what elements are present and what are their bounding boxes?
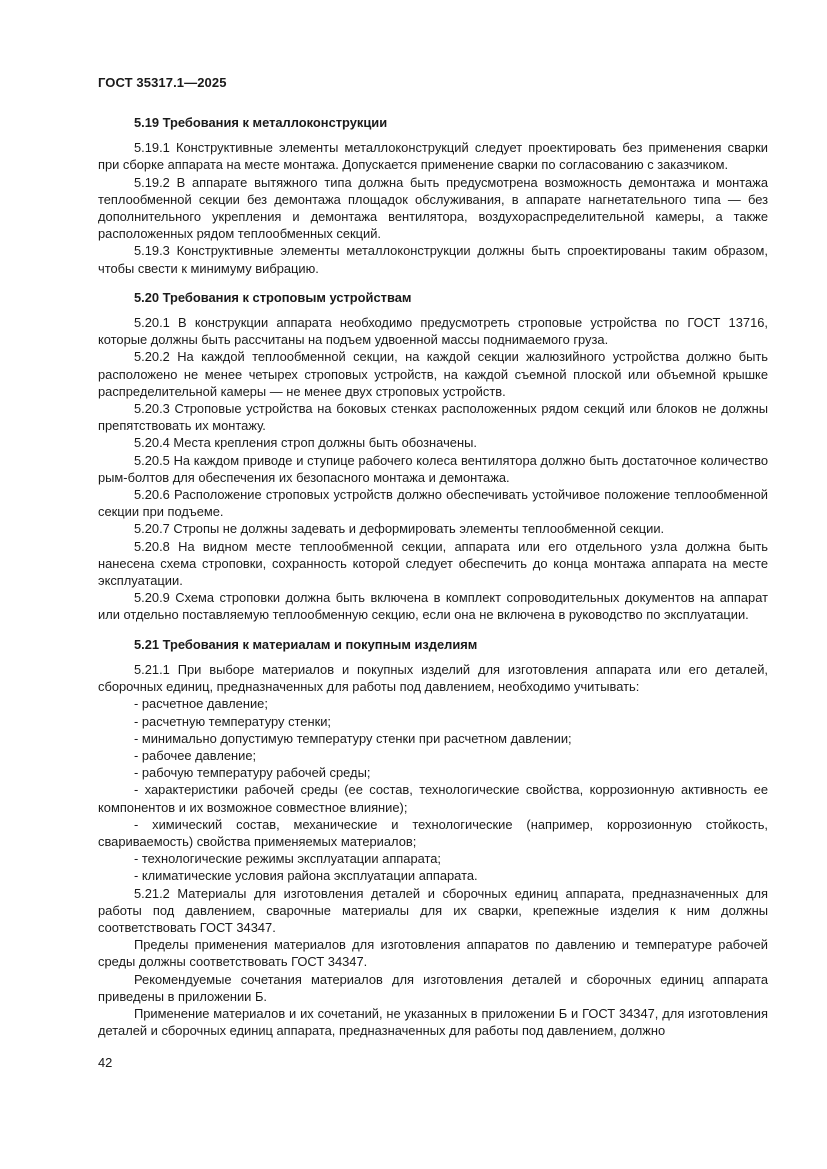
document-body: [98, 114, 768, 1039]
paragraph: 5.21.2 Материалы для изготовления деталей и сборочных единиц аппарата, предназначенных для работы под давлением, сварочные материалы для их сварки, крепежные изделия к ним должны соответствовать ГОСТ 34347.: [98, 885, 768, 935]
list-item: - расчетное давление;: [134, 696, 268, 712]
paragraph: 5.20.4 Места крепления строп должны быть обозначены.: [134, 435, 477, 451]
paragraph: 5.19.1 Конструктивные элементы металлоконструкций следует проектировать без применения сварки при сборке аппарата на месте монтажа. Допускается применение сварки по согласованию с заказчиком.: [98, 140, 768, 173]
paragraph: 5.20.2 На каждой теплообменной секции, на каждой секции жалюзийного устройства должно быть расположено не менее четырех строповых устройств, на каждой съемной плоской или объемной крышке распределительной камеры — не менее двух строповых устройств.: [98, 349, 768, 399]
list-item: - характеристики рабочей среды (ее состав, технологические свойства, коррозионную активность ее компонентов и их возможное совместное влияние);: [98, 782, 768, 815]
paragraph: Рекомендуемые сочетания материалов для изготовления деталей и сборочных единиц аппарата приведены в приложении Б.: [98, 971, 768, 1004]
paragraph: 5.20.9 Схема строповки должна быть включена в комплект сопроводительных документов на аппарат или отдельно поставляемую теплообменную секцию, если она не включена в руководство по эксплуатации.: [98, 590, 768, 623]
list-item: - рабочую температуру рабочей среды;: [134, 765, 371, 781]
list-item: - химический состав, механические и технологические (например, коррозионную стойкость, свариваемость) свойства применяемых материалов;: [98, 816, 768, 849]
paragraph: 5.20.3 Строповые устройства на боковых стенках расположенных рядом секций или блоков не должны препятствовать их монтажу.: [98, 401, 768, 434]
section-title: 5.19 Требования к металлоконструкции: [134, 115, 388, 130]
paragraph: Пределы применения материалов для изготовления аппаратов по давлению и температуре рабочей среды должны соответствовать ГОСТ 34347.: [98, 937, 768, 970]
paragraph: 5.21.1 При выборе материалов и покупных изделий для изготовления аппарата или его деталей, сборочных единиц, предназначенных для работы под давлением, необходимо учитывать:: [98, 661, 768, 695]
section-title: 5.21 Требования к материалам и покупным изделиям: [134, 636, 478, 652]
document-code: ГОСТ 35317.1—2025: [98, 75, 227, 90]
page-number: 42: [98, 1055, 113, 1070]
paragraph: 5.20.1 В конструкции аппарата необходимо предусмотреть строповые устройства по ГОСТ 13716, которые должны быть рассчитаны на подъем удвоенной массы поднимаемого груза.: [98, 315, 768, 348]
paragraph: 5.19.2 В аппарате вытяжного типа должна быть предусмотрена возможность демонтажа и монтажа теплообменной секции без демонтажа площадок обслуживания, в аппарате нагнетательного типа — без дополнительного укрепления и демонтажа вентилятора, воздухораспределительной камеры, а также расположенных рядом теплообменных секций.: [98, 174, 768, 242]
section-title: 5.20 Требования к строповым устройствам: [134, 289, 412, 305]
paragraph: 5.20.5 На каждом приводе и ступице рабочего колеса вентилятора должно быть достаточное количество рым-болтов для обеспечения их безопасного монтажа и демонтажа.: [98, 452, 768, 485]
paragraph: Применение материалов и их сочетаний, не указанных в приложении Б и ГОСТ 34347, для изготовления деталей и сборочных единиц аппарата, предназначенных для работы под давлением, должно: [98, 1005, 768, 1039]
list-item: - расчетную температуру стенки;: [134, 713, 331, 729]
list-item: - рабочее давление;: [134, 747, 257, 763]
section-5-21: [98, 636, 768, 1040]
paragraph: 5.20.7 Стропы не должны задевать и деформировать элементы теплообменной секции.: [134, 521, 665, 537]
section-5-20: [98, 289, 768, 624]
list-item: - климатические условия района эксплуатации аппарата.: [134, 868, 478, 884]
list-item: - минимально допустимую температуру стенки при расчетном давлении;: [134, 730, 572, 746]
paragraph: 5.20.8 На видном месте теплообменной секции, аппарата или его отдельного узла должна быть нанесена схема строповки, сохранность которой следует обеспечить до конца монтажа аппарата на месте эксплуатации.: [98, 538, 768, 589]
section-5-19: [98, 114, 768, 277]
paragraph: 5.19.3 Конструктивные элементы металлоконструкции должны быть спроектированы таким образом, чтобы свести к минимуму вибрацию.: [98, 243, 768, 276]
paragraph: 5.20.6 Расположение строповых устройств должно обеспечивать устойчивое положение теплообменной секции при подъеме.: [98, 487, 768, 520]
list-item: - технологические режимы эксплуатации аппарата;: [134, 851, 442, 867]
